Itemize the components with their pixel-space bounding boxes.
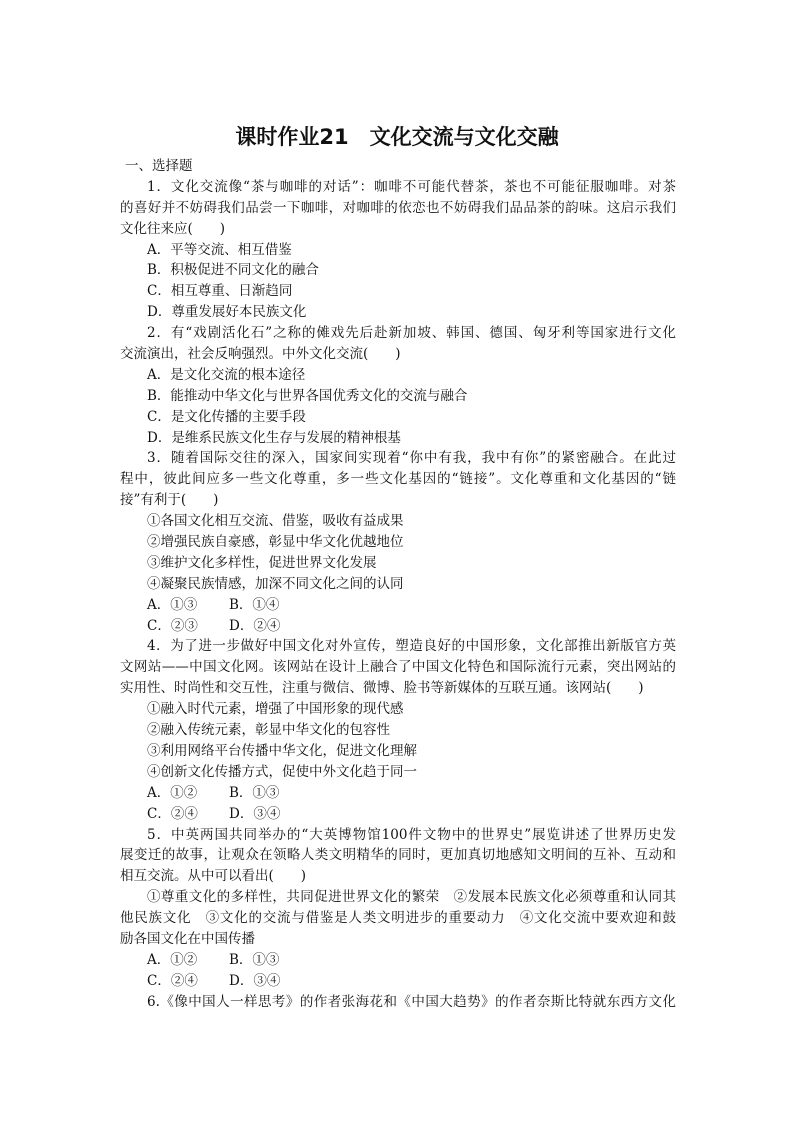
question-4-line: 实用性、时尚性和交互性，注重与微信、微博、脸书等新媒体的互联互通。该网站( ) [120, 680, 644, 697]
question-5-options-row [120, 950, 676, 971]
question-3-options-row [120, 616, 676, 637]
question-content [120, 156, 676, 1013]
question-1-option: B．积极促进不同文化的融合 [147, 262, 319, 279]
question-1-line: 文化往来应( ) [120, 220, 226, 237]
question-3-item: ④凝聚民族情感，加深不同文化之间的认同 [147, 575, 404, 592]
question-5-option: C．②④ [147, 972, 198, 989]
question-2-option: D．是维系民族文化生存与发展的精神根基 [147, 429, 401, 446]
question-3-option: A．①③ [147, 596, 198, 613]
question-1-option: C．相互尊重、日渐趋同 [147, 283, 293, 300]
page-title: 课时作业21 文化交流与文化交融 [235, 125, 559, 149]
question-3-item: ①各国文化相互交流、借鉴，吸收有益成果 [147, 513, 404, 530]
question-3-line: 3．随着国际交往的深入，国家间实现着“你中有我，我中有你”的紧密融合。在此过 [147, 450, 676, 467]
question-3-options-row [120, 595, 676, 616]
question-5-item: ①尊重文化的多样性，共同促进世界文化的繁荣 ②发展本民族文化必须尊重和认同其 [147, 889, 676, 906]
question-2-option: A．是文化交流的根本途径 [147, 366, 306, 383]
section-heading: 一、选择题 [125, 158, 193, 174]
question-4-item: ④创新文化传播方式，促使中外文化趋于同一 [147, 763, 417, 780]
question-3-line: 接”有利于( ) [120, 492, 219, 509]
question-5-options-row [120, 971, 676, 992]
question-4-item: ①融入时代元素，增强了中国形象的现代感 [147, 701, 404, 718]
question-5-option: A．①② [147, 951, 198, 968]
question-4-line: 文网站——中国文化网。该网站在设计上融合了中国文化特色和国际流行元素，突出网站的 [120, 659, 676, 676]
question-3-item: ②增强民族自豪感，彰显中华文化优越地位 [147, 534, 404, 551]
question-1-option: A．平等交流、相互借鉴 [147, 241, 292, 258]
question-4-item: ③利用网络平台传播中华文化，促进文化理解 [147, 742, 417, 759]
question-5-line: 相互交流。从中可以看出( ) [120, 868, 307, 885]
question-5-line: 展变迁的故事，让观众在领略人类文明精华的同时，更加真切地感知文明间的互补、互动和 [120, 847, 676, 864]
question-5-line: 5．中英两国共同举办的“大英博物馆100件文物中的世界史”展览讲述了世界历史发 [147, 826, 676, 843]
question-1-line: 1．文化交流像“茶与咖啡的对话”：咖啡不可能代替茶，茶也不可能征服咖啡。对茶 [147, 178, 676, 195]
question-4-option: B．①③ [229, 784, 280, 801]
question-4-option: D．③④ [229, 805, 281, 822]
question-5-option: D．③④ [229, 972, 281, 989]
question-5-option: B．①③ [229, 951, 280, 968]
question-5-item: 励各国文化在中国传播 [120, 930, 255, 947]
question-4-item: ②融入传统元素，彰显中华文化的包容性 [147, 722, 390, 739]
question-1-option: D．尊重发展好本民族文化 [147, 304, 307, 321]
question-4-options-row [120, 783, 676, 804]
question-3-line: 程中，彼此间应多一些文化尊重，多一些文化基因的“链接”。文化尊重和文化基因的“链 [120, 471, 676, 488]
question-2-option: B．能推动中华文化与世界各国优秀文化的交流与融合 [147, 387, 468, 404]
question-3-option: B．①④ [229, 596, 280, 613]
question-4-options-row [120, 804, 676, 825]
question-3-option: C．②③ [147, 617, 198, 634]
question-3-item: ③维护文化多样性，促进世界文化发展 [147, 554, 377, 571]
question-4-option: A．①② [147, 784, 198, 801]
question-2-line: 交流演出，社会反响强烈。中外文化交流( ) [120, 346, 401, 363]
question-3-option: D．②④ [229, 617, 281, 634]
question-1-line: 的喜好并不妨碍我们品尝一下咖啡，对咖啡的依恋也不妨碍我们品品茶的韵味。这启示我们 [120, 199, 676, 216]
question-4-option: C．②④ [147, 805, 198, 822]
question-6-line: 6.《像中国人一样思考》的作者张海花和《中国大趋势》的作者奈斯比特就东西方文化 [147, 993, 676, 1010]
question-5-item: 他民族文化 ③文化的交流与借鉴是人类文明进步的重要动力 ④文化交流中要欢迎和鼓 [120, 910, 676, 927]
question-2-line: 2．有“戏剧活化石”之称的傩戏先后赴新加坡、韩国、德国、匈牙利等国家进行文化 [147, 325, 676, 342]
question-2-option: C．是文化传播的主要手段 [147, 408, 306, 425]
question-4-line: 4．为了进一步做好中国文化对外宣传，塑造良好的中国形象，文化部推出新版官方英 [147, 638, 676, 655]
